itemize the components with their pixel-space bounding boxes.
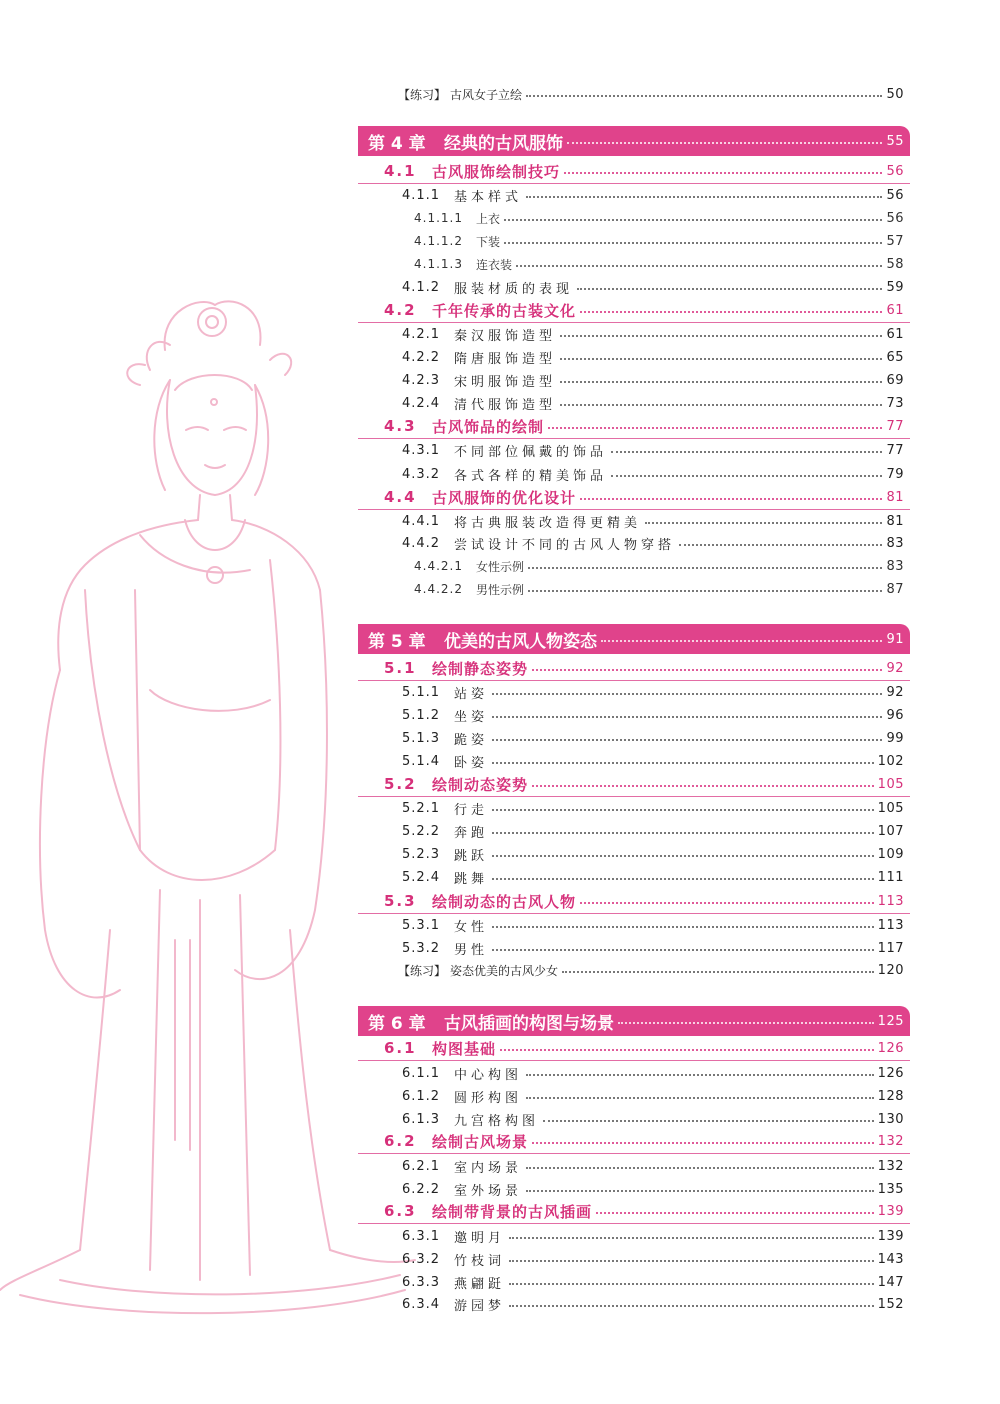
subsection-title: 行走 — [454, 802, 489, 818]
item-4-1-1-1[interactable] — [414, 208, 910, 228]
chapter-6-header[interactable] — [358, 1006, 910, 1036]
dot-leader — [567, 142, 882, 144]
subsection-number: 4.3.2 — [402, 466, 441, 482]
section-6-1[interactable] — [384, 1037, 910, 1059]
subsection-title: 男性 — [454, 942, 489, 958]
chapter-title: 古风插画的构图与场景 — [444, 1013, 614, 1034]
subsection-number: 6.1.2 — [402, 1088, 441, 1104]
chapter-title: 优美的古风人物姿态 — [444, 631, 597, 652]
page-number: 152 — [877, 1296, 904, 1312]
subsection-title: 基本样式 — [454, 189, 523, 205]
subsection-4-2-2[interactable] — [402, 347, 910, 367]
item-title: 下装 — [476, 234, 501, 249]
subsection-6-2-2[interactable] — [402, 1179, 910, 1199]
subsection-title: 跪姿 — [454, 732, 489, 748]
section-title: 构图基础 — [432, 1039, 497, 1058]
page-number: 105 — [877, 776, 904, 792]
dot-leader — [492, 878, 874, 880]
page-number: 147 — [877, 1274, 904, 1290]
page-number: 83 — [886, 558, 904, 574]
subsection-title: 中心构图 — [454, 1067, 523, 1083]
dot-leader — [611, 451, 882, 453]
section-number: 4.2 — [384, 301, 417, 319]
ancient-lady-illustration — [0, 290, 420, 1350]
dot-leader — [618, 1022, 874, 1024]
subsection-title: 跳跃 — [454, 848, 489, 864]
subsection-number: 6.2.2 — [402, 1181, 441, 1197]
subsection-title: 燕翩跹 — [454, 1276, 506, 1292]
subsection-6-3-4[interactable] — [402, 1294, 910, 1314]
item-title: 上衣 — [476, 211, 501, 226]
page-number: 83 — [886, 535, 904, 551]
subsection-6-1-3[interactable] — [402, 1109, 910, 1129]
page-number: 132 — [877, 1133, 904, 1149]
page-number: 92 — [886, 684, 904, 700]
subsection-title: 女性 — [454, 919, 489, 935]
page-number: 69 — [886, 372, 904, 388]
subsection-title: 邀明月 — [454, 1230, 506, 1246]
dot-leader — [492, 832, 874, 834]
dot-leader — [526, 196, 882, 198]
dot-leader — [532, 669, 882, 671]
section-number: 4.1 — [384, 162, 417, 180]
dot-leader — [492, 809, 874, 811]
dot-leader — [560, 404, 882, 406]
dot-leader — [548, 427, 882, 429]
page-number: 105 — [877, 800, 904, 816]
subsection-6-1-2[interactable] — [402, 1086, 910, 1106]
section-title: 绘制古风场景 — [432, 1132, 529, 1151]
subsection-number: 4.1.2 — [402, 279, 441, 295]
section-number: 4.4 — [384, 488, 417, 506]
subsection-number: 4.2.2 — [402, 349, 441, 365]
dot-leader — [509, 1283, 874, 1285]
section-number: 5.1 — [384, 659, 417, 677]
subsection-title: 奔跑 — [454, 825, 489, 841]
dot-leader — [492, 739, 882, 741]
section-number: 5.3 — [384, 892, 417, 910]
section-title: 古风饰品的绘制 — [432, 417, 545, 436]
subsection-title: 圆形构图 — [454, 1090, 523, 1106]
item-title: 男性示例 — [476, 582, 525, 597]
subsection-number: 4.2.4 — [402, 395, 441, 411]
section-underline — [358, 913, 910, 914]
dot-leader — [528, 567, 882, 569]
page-number: 125 — [877, 1013, 904, 1029]
section-underline — [358, 1153, 910, 1154]
item-title: 女性示例 — [476, 559, 525, 574]
section-underline — [358, 438, 910, 439]
section-number: 4.3 — [384, 417, 417, 435]
chapter-number: 第 5 章 — [368, 631, 426, 652]
dot-leader — [560, 358, 882, 360]
subsection-4-2-3[interactable] — [402, 370, 910, 390]
page-number: 128 — [877, 1088, 904, 1104]
page-number: 87 — [886, 581, 904, 597]
page-number: 109 — [877, 846, 904, 862]
item-number: 4.1.1.2 — [414, 234, 463, 248]
page-number: 102 — [877, 753, 904, 769]
subsection-4-3-2[interactable] — [402, 464, 910, 484]
subsection-5-3-2[interactable] — [402, 938, 910, 958]
section-title: 古风服饰的优化设计 — [432, 488, 577, 507]
page-number: 139 — [877, 1203, 904, 1219]
dot-leader — [504, 219, 882, 221]
page-number: 77 — [886, 442, 904, 458]
dot-leader — [492, 855, 874, 857]
dot-leader — [526, 1190, 874, 1192]
page-number: 120 — [877, 962, 904, 978]
page-number: 132 — [877, 1158, 904, 1174]
subsection-title: 卧姿 — [454, 755, 489, 771]
dot-leader — [526, 1097, 874, 1099]
dot-leader — [580, 311, 882, 313]
subsection-4-1-1[interactable] — [402, 185, 910, 205]
section-5-3[interactable] — [384, 890, 910, 912]
subsection-title: 游园梦 — [454, 1298, 506, 1314]
subsection-5-1-2[interactable] — [402, 705, 910, 725]
page-number: 107 — [877, 823, 904, 839]
subsection-title: 九宫格构图 — [454, 1113, 540, 1129]
section-title: 古风服饰绘制技巧 — [432, 162, 561, 181]
subsection-5-2-4[interactable] — [402, 867, 910, 887]
subsection-6-3-2[interactable] — [402, 1249, 910, 1269]
item-number: 4.1.1.1 — [414, 211, 463, 225]
subsection-6-1-1[interactable] — [402, 1063, 910, 1083]
subsection-number: 5.2.3 — [402, 846, 441, 862]
page-number: 59 — [886, 279, 904, 295]
dot-leader — [509, 1237, 874, 1239]
subsection-number: 6.3.3 — [402, 1274, 441, 1290]
dot-leader — [492, 693, 882, 695]
subsection-number: 6.3.1 — [402, 1228, 441, 1244]
page-number: 113 — [877, 917, 904, 933]
subsection-title: 坐姿 — [454, 709, 489, 725]
subsection-5-2-1[interactable] — [402, 798, 910, 818]
dot-leader — [543, 1120, 874, 1122]
section-underline — [358, 183, 910, 184]
page-number: 57 — [886, 233, 904, 249]
page-number: 79 — [886, 466, 904, 482]
dot-leader — [532, 785, 874, 787]
dot-leader — [596, 1212, 874, 1214]
page-number: 139 — [877, 1228, 904, 1244]
section-5-1[interactable] — [384, 657, 910, 679]
dot-leader — [526, 1167, 874, 1169]
subsection-number: 5.2.4 — [402, 869, 441, 885]
section-number: 6.3 — [384, 1202, 417, 1220]
section-number: 6.1 — [384, 1039, 417, 1057]
section-underline — [358, 680, 910, 681]
subsection-number: 5.1.3 — [402, 730, 441, 746]
subsection-title: 室内场景 — [454, 1160, 523, 1176]
dot-leader — [577, 288, 882, 290]
subsection-5-2-2[interactable] — [402, 821, 910, 841]
dot-leader — [526, 95, 882, 97]
section-6-2[interactable] — [384, 1130, 910, 1152]
page-number: 65 — [886, 349, 904, 365]
page-number: 113 — [877, 893, 904, 909]
page-number: 73 — [886, 395, 904, 411]
dot-leader — [528, 590, 882, 592]
subsection-number: 5.3.1 — [402, 917, 441, 933]
dot-leader — [560, 335, 882, 337]
toc-exercise-row[interactable] — [398, 84, 910, 104]
subsection-number: 6.1.3 — [402, 1111, 441, 1127]
dot-leader — [492, 716, 882, 718]
section-title: 绘制动态的古风人物 — [432, 892, 577, 911]
dot-leader — [509, 1260, 874, 1262]
page-number: 77 — [886, 418, 904, 434]
dot-leader — [492, 926, 874, 928]
section-title: 千年传承的古装文化 — [432, 301, 577, 320]
subsection-title: 不同部位佩戴的饰品 — [454, 444, 608, 460]
subsection-number: 5.2.2 — [402, 823, 441, 839]
item-4-1-1-3[interactable] — [414, 254, 910, 274]
subsection-title: 站姿 — [454, 686, 489, 702]
page-number: 55 — [886, 133, 904, 149]
section-underline — [358, 1223, 910, 1224]
subsection-4-2-1[interactable] — [402, 324, 910, 344]
section-4-1[interactable] — [384, 160, 910, 182]
subsection-4-3-1[interactable] — [402, 440, 910, 460]
subsection-title: 隋唐服饰造型 — [454, 351, 557, 367]
page-number: 126 — [877, 1040, 904, 1056]
subsection-5-1-3[interactable] — [402, 728, 910, 748]
subsection-title: 服装材质的表现 — [454, 281, 574, 297]
section-underline — [358, 509, 910, 510]
page-number: 50 — [886, 86, 904, 102]
section-title: 绘制带背景的古风插画 — [432, 1202, 593, 1221]
subsection-number: 5.1.2 — [402, 707, 441, 723]
subsection-title: 秦汉服饰造型 — [454, 328, 557, 344]
section-4-4[interactable] — [384, 486, 910, 508]
subsection-title: 尝试设计不同的古风人物穿搭 — [454, 537, 676, 553]
page-number: 135 — [877, 1181, 904, 1197]
page-number: 143 — [877, 1251, 904, 1267]
page-number: 99 — [886, 730, 904, 746]
subsection-number: 6.3.2 — [402, 1251, 441, 1267]
chapter-title: 经典的古风服饰 — [444, 133, 563, 154]
page-number: 56 — [886, 210, 904, 226]
dot-leader — [509, 1305, 874, 1307]
chapter-5-header[interactable] — [358, 624, 910, 654]
section-underline — [358, 322, 910, 323]
page-number: 91 — [886, 631, 904, 647]
subsection-6-3-3[interactable] — [402, 1272, 910, 1292]
subsection-number: 5.3.2 — [402, 940, 441, 956]
dot-leader — [492, 949, 874, 951]
section-underline — [358, 1060, 910, 1061]
chapter-4-header[interactable] — [358, 126, 910, 156]
section-title: 绘制静态姿势 — [432, 659, 529, 678]
item-number: 4.4.2.1 — [414, 559, 463, 573]
subsection-number: 4.4.1 — [402, 513, 441, 529]
subsection-5-1-1[interactable] — [402, 682, 910, 702]
exercise-title: 古风女子立绘 — [450, 87, 523, 102]
item-4-4-2-2[interactable] — [414, 579, 910, 599]
subsection-number: 4.4.2 — [402, 535, 441, 551]
subsection-5-2-3[interactable] — [402, 844, 910, 864]
subsection-number: 5.2.1 — [402, 800, 441, 816]
page-number: 61 — [886, 302, 904, 318]
chapter-number: 第 4 章 — [368, 133, 426, 154]
item-title: 连衣装 — [476, 257, 513, 272]
subsection-6-3-1[interactable] — [402, 1226, 910, 1246]
subsection-title: 各式各样的精美饰品 — [454, 468, 608, 484]
page-number: 81 — [886, 513, 904, 529]
subsection-4-2-4[interactable] — [402, 393, 910, 413]
page-number: 56 — [886, 163, 904, 179]
dot-leader — [564, 172, 882, 174]
dot-leader — [679, 544, 882, 546]
dot-leader — [611, 475, 882, 477]
dot-leader — [526, 1074, 874, 1076]
subsection-number: 6.3.4 — [402, 1296, 441, 1312]
exercise-tag: 【练习】 — [398, 963, 447, 978]
section-5-2[interactable] — [384, 773, 910, 795]
dot-leader — [560, 381, 882, 383]
dot-leader — [601, 640, 882, 642]
item-number: 4.4.2.2 — [414, 582, 463, 596]
dot-leader — [504, 242, 882, 244]
page-number: 56 — [886, 187, 904, 203]
subsection-title: 将古典服装改造得更精美 — [454, 515, 642, 531]
subsection-number: 6.1.1 — [402, 1065, 441, 1081]
dot-leader — [516, 265, 882, 267]
subsection-number: 4.3.1 — [402, 442, 441, 458]
subsection-title: 清代服饰造型 — [454, 397, 557, 413]
item-4-4-2-1[interactable] — [414, 556, 910, 576]
page-number: 92 — [886, 660, 904, 676]
dot-leader — [562, 971, 874, 973]
section-number: 6.2 — [384, 1132, 417, 1150]
subsection-number: 6.2.1 — [402, 1158, 441, 1174]
subsection-5-3-1[interactable] — [402, 915, 910, 935]
subsection-6-2-1[interactable] — [402, 1156, 910, 1176]
subsection-number: 5.1.4 — [402, 753, 441, 769]
dot-leader — [645, 522, 882, 524]
page-number: 130 — [877, 1111, 904, 1127]
table-of-contents — [358, 0, 910, 1404]
subsection-title: 室外场景 — [454, 1183, 523, 1199]
section-4-2[interactable] — [384, 299, 910, 321]
section-title: 绘制动态姿势 — [432, 775, 529, 794]
subsection-4-1-2[interactable] — [402, 277, 910, 297]
subsection-number: 4.2.1 — [402, 326, 441, 342]
subsection-4-4-1[interactable] — [402, 511, 910, 531]
dot-leader — [492, 762, 874, 764]
section-underline — [358, 796, 910, 797]
page-number: 81 — [886, 489, 904, 505]
item-number: 4.1.1.3 — [414, 257, 463, 271]
dot-leader — [532, 1142, 874, 1144]
page-number: 126 — [877, 1065, 904, 1081]
page-number: 117 — [877, 940, 904, 956]
toc-exercise-row[interactable] — [398, 960, 910, 980]
page-number: 96 — [886, 707, 904, 723]
dot-leader — [580, 498, 882, 500]
page-number: 61 — [886, 326, 904, 342]
subsection-number: 4.1.1 — [402, 187, 441, 203]
page-number: 58 — [886, 256, 904, 272]
exercise-tag: 【练习】 — [398, 87, 447, 102]
item-4-1-1-2[interactable] — [414, 231, 910, 251]
section-number: 5.2 — [384, 775, 417, 793]
subsection-title: 跳舞 — [454, 871, 489, 887]
section-4-3[interactable] — [384, 415, 910, 437]
subsection-title: 宋明服饰造型 — [454, 374, 557, 390]
subsection-4-4-2[interactable] — [402, 533, 910, 553]
page-number: 111 — [877, 869, 904, 885]
section-6-3[interactable] — [384, 1200, 910, 1222]
dot-leader — [500, 1049, 874, 1051]
exercise-title: 姿态优美的古风少女 — [450, 963, 559, 978]
subsection-5-1-4[interactable] — [402, 751, 910, 771]
dot-leader — [580, 902, 874, 904]
subsection-title: 竹枝词 — [454, 1253, 506, 1269]
subsection-number: 5.1.1 — [402, 684, 441, 700]
subsection-number: 4.2.3 — [402, 372, 441, 388]
chapter-number: 第 6 章 — [368, 1013, 426, 1034]
